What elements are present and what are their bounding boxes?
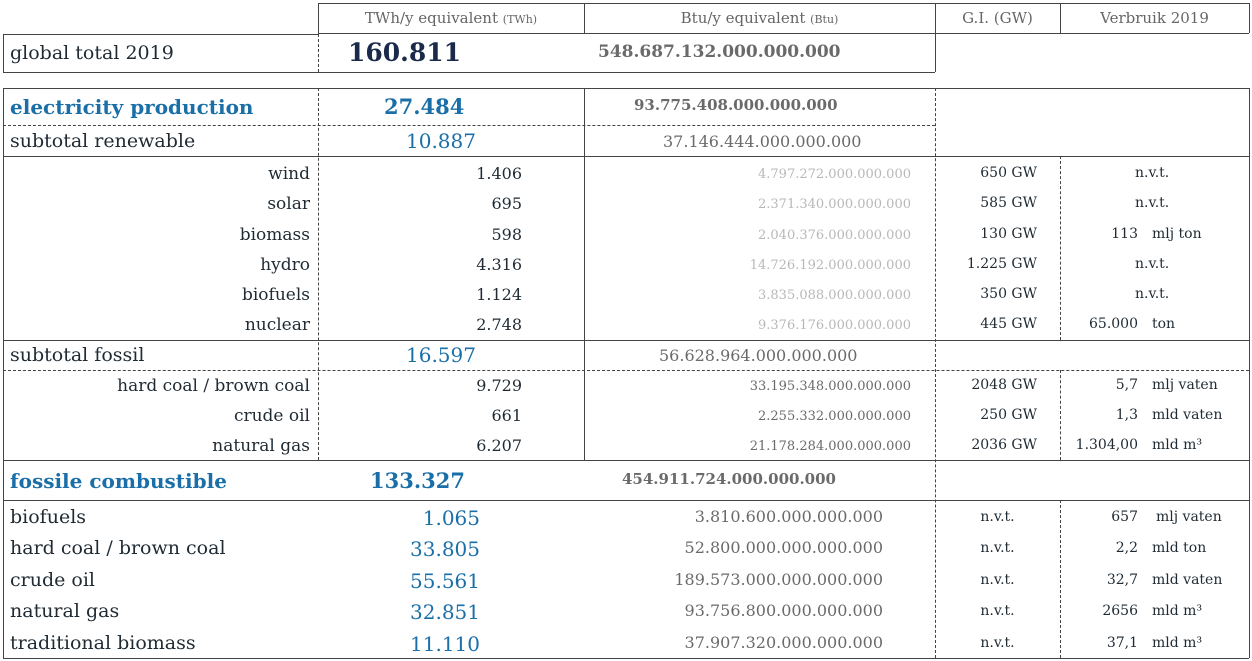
- row-verbruik-unit: mld ton: [1152, 540, 1207, 556]
- subtotal-renewable-btu: 37.146.444.000.000.000: [663, 132, 862, 151]
- electricity-production-label: electricity production: [10, 95, 254, 119]
- subtotal-fossil-twh: 16.597: [406, 343, 476, 367]
- row-verbruik-qty: 1,3: [1115, 407, 1138, 423]
- btu-header: Btu/y equivalent (Btu): [680, 9, 839, 27]
- row-verbruik-unit: mld vaten: [1152, 407, 1223, 423]
- electricity-production-btu: 93.775.408.000.000.000: [634, 96, 838, 114]
- row-gi: 2036 GW: [971, 437, 1037, 453]
- row-twh: 2.748: [476, 315, 522, 334]
- row-label: crude oil: [233, 406, 310, 426]
- row-verbruik-unit: ton: [1152, 316, 1176, 332]
- fossile-combustible-btu: 454.911.724.000.000.000: [622, 470, 836, 488]
- row-verbruik-qty: 65.000: [1089, 316, 1138, 332]
- subtotal-renewable-twh: 10.887: [406, 129, 476, 153]
- row-gi: 130 GW: [980, 226, 1037, 242]
- row-twh: 661: [491, 406, 522, 425]
- row-btu: 3.835.088.000.000.000: [758, 288, 911, 303]
- row-btu: 93.756.800.000.000.000: [684, 601, 883, 620]
- row-gi: 250 GW: [980, 407, 1037, 423]
- row-verbruik-unit: mld vaten: [1152, 572, 1223, 588]
- row-verbruik-qty: 2,2: [1115, 540, 1138, 556]
- row-verbruik-unit: mlj ton: [1152, 226, 1202, 242]
- subtotal-fossil-btu: 56.628.964.000.000.000: [659, 346, 858, 365]
- row-verbruik-unit: n.v.t.: [1135, 256, 1170, 272]
- row-twh: 4.316: [476, 255, 522, 274]
- twh-header: TWh/y equivalent (TWh): [364, 9, 538, 27]
- row-gi: 1.225 GW: [966, 256, 1037, 272]
- global-total-label: global total 2019: [10, 42, 174, 64]
- row-label: biofuels: [241, 285, 310, 305]
- row-label: hard coal / brown coal: [10, 537, 226, 559]
- row-gi: 2048 GW: [971, 377, 1037, 393]
- row-twh: 32.851: [410, 600, 480, 624]
- row-label: crude oil: [10, 569, 95, 591]
- gi-header: G.I. (GW): [962, 9, 1033, 27]
- row-verbruik-unit: mld m³: [1152, 603, 1203, 619]
- row-gi: n.v.t.: [980, 635, 1015, 651]
- subtotal-renewable-label: subtotal renewable: [10, 130, 196, 152]
- row-gi: 445 GW: [980, 316, 1037, 332]
- row-twh: 598: [491, 225, 522, 244]
- row-twh: 695: [491, 194, 522, 213]
- row-verbruik-unit: n.v.t.: [1135, 286, 1170, 302]
- subtotal-fossil-label: subtotal fossil: [10, 344, 145, 366]
- row-gi: 650 GW: [980, 165, 1037, 181]
- row-verbruik-unit: mlj vaten: [1152, 377, 1218, 393]
- row-verbruik-qty: 113: [1111, 226, 1138, 242]
- row-twh: 9.729: [476, 376, 522, 395]
- row-verbruik-unit: mld m³: [1152, 635, 1203, 651]
- row-btu: 189.573.000.000.000.000: [674, 570, 883, 589]
- row-btu: 21.178.284.000.000.000: [749, 439, 911, 454]
- row-twh: 55.561: [410, 569, 480, 593]
- row-verbruik-qty: 5,7: [1115, 377, 1138, 393]
- electricity-production-twh: 27.484: [384, 94, 465, 119]
- row-label: biofuels: [10, 506, 87, 528]
- row-label: solar: [267, 194, 310, 214]
- global-total-btu: 548.687.132.000.000.000: [598, 42, 841, 62]
- verbruik-header: Verbruik 2019: [1100, 9, 1209, 27]
- row-btu: 14.726.192.000.000.000: [749, 258, 911, 273]
- row-label: natural gas: [212, 436, 310, 456]
- fossile-combustible-twh: 133.327: [370, 468, 465, 493]
- row-verbruik-unit: mlj vaten: [1156, 509, 1222, 525]
- row-verbruik-unit: mld m³: [1152, 437, 1203, 453]
- row-gi: n.v.t.: [980, 572, 1015, 588]
- row-verbruik-qty: 657: [1111, 509, 1138, 525]
- row-label: hard coal / brown coal: [117, 376, 310, 396]
- row-btu: 4.797.272.000.000.000: [758, 167, 911, 182]
- row-btu: 2.255.332.000.000.000: [758, 409, 911, 424]
- row-twh: 33.805: [410, 537, 480, 561]
- row-gi: n.v.t.: [980, 509, 1015, 525]
- row-verbruik-unit: n.v.t.: [1135, 195, 1170, 211]
- row-verbruik-qty: 32,7: [1106, 572, 1138, 588]
- row-label: hydro: [260, 255, 310, 275]
- row-verbruik-qty: 1.304,00: [1075, 437, 1138, 453]
- row-gi: n.v.t.: [980, 603, 1015, 619]
- row-gi: 350 GW: [980, 286, 1037, 302]
- row-btu: 2.040.376.000.000.000: [758, 228, 911, 243]
- row-verbruik-qty: 37,1: [1106, 635, 1138, 651]
- row-label: nuclear: [244, 315, 310, 335]
- row-gi: n.v.t.: [980, 540, 1015, 556]
- row-label: traditional biomass: [10, 632, 196, 654]
- row-label: wind: [268, 164, 310, 184]
- row-btu: 3.810.600.000.000.000: [694, 507, 883, 526]
- row-twh: 1.065: [422, 506, 480, 530]
- row-gi: 585 GW: [980, 195, 1037, 211]
- row-btu: 33.195.348.000.000.000: [749, 379, 911, 394]
- row-btu: 9.376.176.000.000.000: [758, 318, 911, 333]
- row-verbruik-unit: n.v.t.: [1135, 165, 1170, 181]
- row-label: natural gas: [10, 600, 120, 622]
- fossile-combustible-label: fossile combustible: [10, 469, 227, 493]
- global-total-twh: 160.811: [348, 38, 462, 67]
- row-verbruik-qty: 2656: [1102, 603, 1138, 619]
- row-twh: 6.207: [476, 436, 522, 455]
- row-twh: 1.124: [476, 285, 522, 304]
- row-btu: 2.371.340.000.000.000: [758, 197, 911, 212]
- row-label: biomass: [239, 225, 310, 245]
- row-btu: 37.907.320.000.000.000: [684, 633, 883, 652]
- row-btu: 52.800.000.000.000.000: [684, 538, 883, 557]
- row-twh: 11.110: [410, 632, 480, 656]
- row-twh: 1.406: [476, 164, 522, 183]
